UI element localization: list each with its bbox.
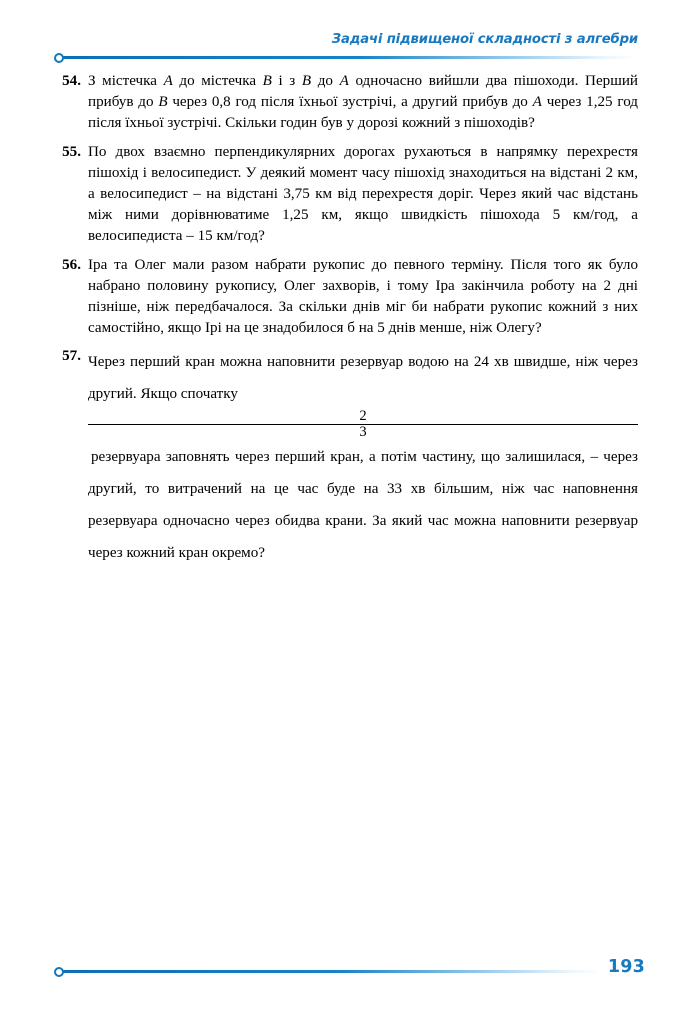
problem-number: 54.	[62, 73, 81, 89]
text-segment: Через перший кран можна наповнити резервуар водою на 24 хв швидше, ніж через другий. Якщо спочатку	[88, 354, 638, 403]
text-segment: одночасно вийшли два пішоходи. Перший прибув до	[88, 73, 638, 111]
problem-item	[57, 255, 638, 340]
problem-text	[88, 354, 638, 561]
circle-marker-icon	[54, 53, 64, 63]
fraction-denominator: 3	[88, 424, 638, 440]
header-rule	[57, 56, 638, 59]
problem-number: 57.	[62, 348, 81, 365]
math-variable: B	[262, 73, 272, 89]
problem-number: 55.	[62, 143, 81, 160]
math-variable: A	[339, 73, 349, 89]
problem-item	[57, 142, 638, 248]
page-footer	[57, 957, 645, 992]
text-segment: через 1,25 год після їхньої зустрічі. Скільки годин був у дорозі кожний з пішоходів?	[88, 94, 638, 132]
text-segment: З містечка	[88, 73, 164, 89]
fraction-two-thirds	[88, 409, 638, 440]
problem-item	[57, 71, 638, 135]
text-segment: По двох взаємно перпендикулярних дорогах рухаються в напрямку перехрестя пішохід і велосипедист. У деякий момент часу пішохід знаходиться на відстані 2 км, а велосипедист – на відстані 3,75 км від перехрестя доріг. Через який час відстань між ними дорівнюватиме 1,25 км, якщо швидкість пішохода 5 км/год, а велосипедиста – 15 км/год?	[88, 143, 638, 245]
problem-number: 56.	[62, 256, 81, 273]
text-segment: Іра та Олег мали разом набрати рукопис до певного терміну. Після того як було набрано половину рукопису, Олег захворів, і тому Іра закінчила роботу на 2 дні пізніше, ніж передбачалося. За скільки днів міг би набрати рукопис кожний з них самостійно, якщо Ірі на це знадобилося б на 5 днів менше, ніж Олегу?	[88, 256, 638, 337]
problem-item	[57, 346, 638, 569]
problem-text	[88, 73, 638, 131]
math-variable: A	[532, 94, 542, 111]
running-head	[57, 32, 638, 62]
text-segment: резервуара заповнять через перший кран, а потім частину, що залишилася, – через другий, то витрачений на це час буде на 33 хв більшим, ніж час наповнення резервуара одночасно через обидва крани. За який час можна наповнити резервуар через кожний кран окремо?	[88, 449, 638, 562]
footer-rule	[57, 970, 602, 973]
fraction-numerator: 2	[359, 408, 367, 425]
text-segment: до	[311, 73, 340, 89]
problem-list	[57, 71, 638, 569]
problem-text	[88, 144, 638, 245]
text-segment: і з	[271, 73, 302, 89]
math-variable: B	[158, 94, 168, 111]
page-number: 193	[607, 957, 645, 977]
text-segment: через 0,8 год після їхньої зустрічі, а другий прибув до	[167, 94, 533, 111]
math-variable: A	[163, 73, 173, 89]
text-segment: до містечка	[172, 73, 263, 89]
circle-marker-icon	[54, 967, 64, 977]
running-head-title: Задачі підвищеної складності з алгебри	[331, 32, 638, 47]
problem-text	[88, 257, 638, 337]
math-variable: B	[301, 73, 312, 89]
